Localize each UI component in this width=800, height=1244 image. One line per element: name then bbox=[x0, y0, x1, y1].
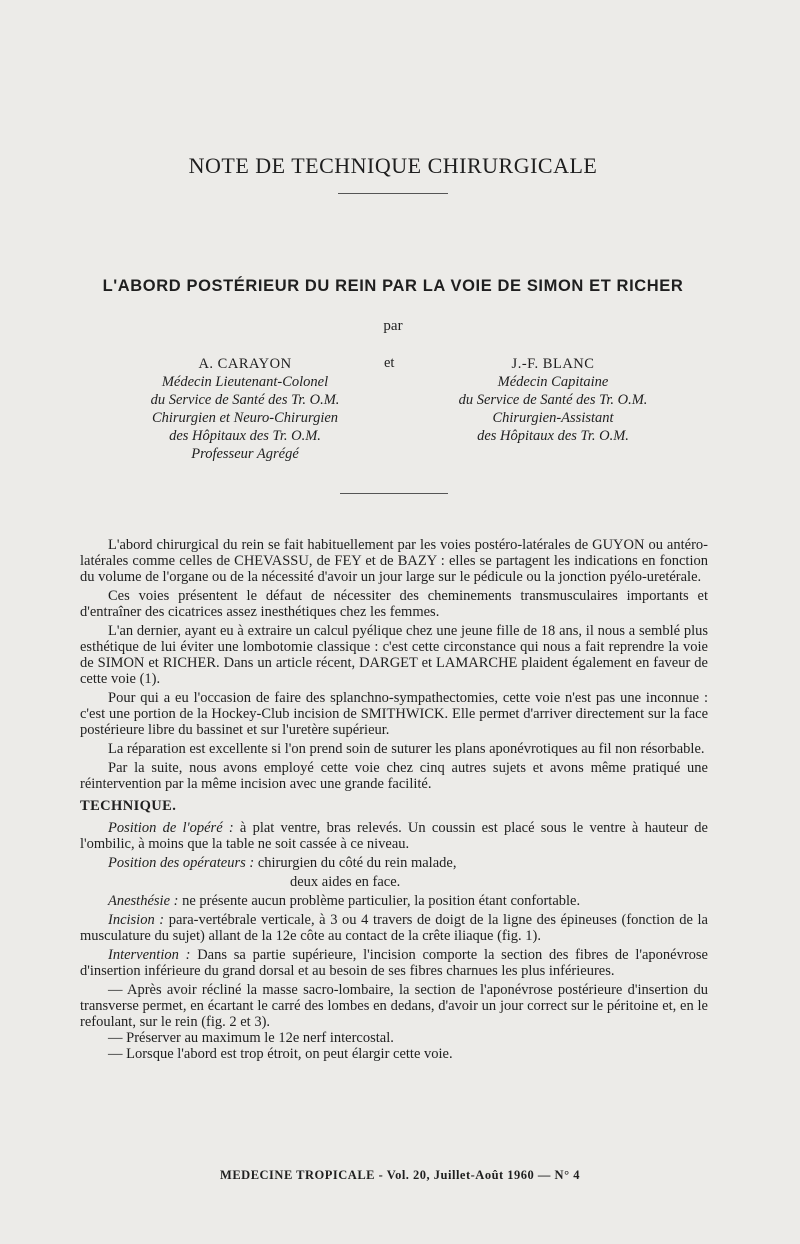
author-affiliation: des Hôpitaux des Tr. O.M. bbox=[477, 428, 629, 444]
text-intervention: Dans sa partie supérieure, l'incision comporte la section des fibres de l'aponévrose d'insertion inférieure du grand dorsal et au besoin de ses fibres charnues les plus inférieures. bbox=[80, 947, 708, 979]
byline-par: par bbox=[383, 318, 403, 334]
paragraph: L'abord chirurgical du rein se fait habituellement par les voies postéro-latérales de GUYON ou antéro-latérales comme celles de CHEVASSU, de FEY et de BAZY : elles se partagent les indications en fonction du volume de l'organe ou de la nécessité d'avoir un jour large sur le pédicule ou la jonction pyélo-uretérale. bbox=[80, 537, 708, 585]
authors-divider bbox=[340, 493, 448, 494]
text-position-opere: à plat ventre, bras relevés. Un coussin est placé sous le ventre à hauteur de l'ombilic, à moins que la table ne soit cassée à ce niveau. bbox=[80, 820, 708, 852]
author-block-carayon bbox=[100, 355, 390, 463]
paragraph: Par la suite, nous avons employé cette voie chez cinq autres sujets et avons même pratiqué une réintervention par la même incision avec une grande facilité. bbox=[80, 760, 708, 792]
paragraph-intervention bbox=[80, 947, 708, 979]
author-block-blanc bbox=[408, 355, 698, 445]
paragraph-anesthesie bbox=[80, 893, 708, 909]
paragraph-position-opere bbox=[80, 820, 708, 852]
paragraph: Ces voies présentent le défaut de nécessiter des cheminements transmusculaires importants et d'entraîner des cicatrices assez inesthétiques chez les femmes. bbox=[80, 588, 708, 620]
author-name: J.-F. BLANC bbox=[511, 356, 595, 372]
label-position-operateurs: Position des opérateurs : bbox=[108, 855, 255, 871]
text-anesthesie: ne présente aucun problème particulier, la position étant confortable. bbox=[178, 893, 581, 909]
author-affiliation: du Service de Santé des Tr. O.M. bbox=[150, 392, 340, 408]
paragraph-dash: — Après avoir récliné la masse sacro-lombaire, la section de l'aponévrose postérieure d'insertion du transverse permet, en écartant le carré des lombes en dedans, d'avoir un jour correct sur le péritoine et, en le refoulant, sur le rein (fig. 2 et 3). bbox=[80, 982, 708, 1030]
author-affiliation: des Hôpitaux des Tr. O.M. bbox=[169, 428, 321, 444]
author-affiliation: du Service de Santé des Tr. O.M. bbox=[458, 392, 648, 408]
section-title: NOTE DE TECHNIQUE CHIRURGICALE bbox=[188, 153, 598, 178]
label-intervention: Intervention : bbox=[108, 947, 191, 963]
paragraph-position-operateurs bbox=[80, 855, 708, 871]
label-position-opere: Position de l'opéré : bbox=[108, 820, 234, 836]
paragraph-position-operateurs-cont: deux aides en face. bbox=[290, 874, 401, 890]
author-affiliation: Médecin Capitaine bbox=[497, 374, 609, 390]
paragraph-dash: — Préserver au maximum le 12e nerf intercostal. bbox=[108, 1030, 394, 1046]
text-position-operateurs: chirurgien du côté du rein malade, bbox=[254, 855, 457, 871]
byline-et: et bbox=[384, 355, 395, 371]
article-title: L'ABORD POSTÉRIEUR DU REIN PAR LA VOIE DE SIMON ET RICHER bbox=[102, 277, 684, 295]
paragraph: La réparation est excellente si l'on prend soin de suturer les plans aponévrotiques au fil non résorbable. bbox=[108, 741, 705, 757]
author-affiliation: Chirurgien-Assistant bbox=[492, 410, 614, 426]
author-affiliation: Médecin Lieutenant-Colonel bbox=[161, 374, 329, 390]
paragraph-dash: — Lorsque l'abord est trop étroit, on peut élargir cette voie. bbox=[108, 1046, 453, 1062]
author-affiliation: Professeur Agrégé bbox=[191, 446, 299, 462]
section-heading-technique: TECHNIQUE. bbox=[80, 798, 177, 814]
text-incision: para-vertébrale verticale, à 3 ou 4 travers de doigt de la ligne des épineuses (fonction de la musculature du sujet) allant de la 12e côte au contact de la crête iliaque (fig. 1). bbox=[80, 912, 708, 944]
title-divider bbox=[338, 193, 448, 194]
article-body bbox=[80, 537, 708, 1062]
journal-footer: MEDECINE TROPICALE - Vol. 20, Juillet-Août 1960 — N° 4 bbox=[220, 1168, 580, 1182]
label-incision: Incision : bbox=[108, 912, 165, 928]
author-name: A. CARAYON bbox=[198, 356, 292, 372]
label-anesthesie: Anesthésie : bbox=[108, 893, 179, 909]
paragraph-incision bbox=[80, 912, 708, 944]
author-affiliation: Chirurgien et Neuro-Chirurgien bbox=[151, 410, 339, 426]
paragraph: Pour qui a eu l'occasion de faire des splanchno-sympathectomies, cette voie n'est pas une inconnue : c'est une portion de la Hockey-Club incision de SMITHWICK. Elle permet d'arriver directement sur la face postérieure libre du bassinet et sur l'uretère supérieur. bbox=[80, 690, 708, 738]
paragraph: L'an dernier, ayant eu à extraire un calcul pyélique chez une jeune fille de 18 ans, il nous a semblé plus esthétique de lui éviter une lombotomie classique : c'est cette circonstance qui nous a fait reprendre la voie de SIMON et RICHER. Dans un article récent, DARGET et LAMARCHE plaident également en faveur de cette voie (1). bbox=[80, 623, 708, 687]
